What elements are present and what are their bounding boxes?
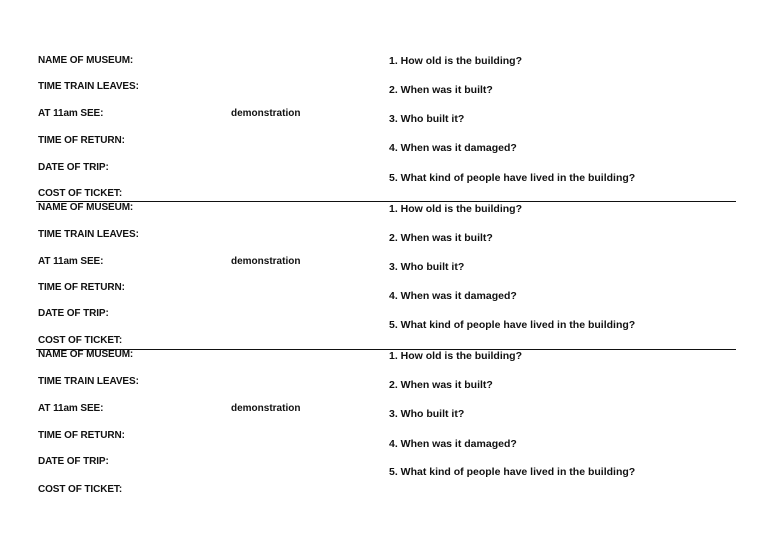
field-label-11am-see: AT 11am SEE: [38, 108, 104, 119]
field-label-ticket-cost: COST OF TICKET: [38, 188, 123, 199]
question-5: 5. What kind of people have lived in the building? [389, 319, 636, 331]
question-5: 5. What kind of people have lived in the building? [389, 172, 636, 184]
demonstration-note: demonstration [231, 403, 301, 414]
field-label-ticket-cost: COST OF TICKET: [38, 335, 123, 346]
field-label-museum-name: NAME OF MUSEUM: [38, 55, 134, 66]
section-divider-1 [36, 201, 736, 202]
field-label-11am-see: AT 11am SEE: [38, 403, 104, 414]
question-3: 3. Who built it? [389, 408, 465, 420]
field-label-trip-date: DATE OF TRIP: [38, 456, 109, 467]
field-label-trip-date: DATE OF TRIP: [38, 308, 109, 319]
question-4: 4. When was it damaged? [389, 142, 517, 154]
field-label-ticket-cost: COST OF TICKET: [38, 484, 123, 495]
field-label-museum-name: NAME OF MUSEUM: [38, 202, 134, 213]
question-2: 2. When was it built? [389, 232, 493, 244]
field-label-11am-see: AT 11am SEE: [38, 256, 104, 267]
field-label-return-time: TIME OF RETURN: [38, 135, 125, 146]
question-4: 4. When was it damaged? [389, 290, 517, 302]
demonstration-note: demonstration [231, 108, 301, 119]
field-label-train-time: TIME TRAIN LEAVES: [38, 81, 139, 92]
question-1: 1. How old is the building? [389, 55, 522, 67]
question-2: 2. When was it built? [389, 84, 493, 96]
section-divider-2 [36, 349, 736, 350]
question-3: 3. Who built it? [389, 113, 465, 125]
field-label-return-time: TIME OF RETURN: [38, 282, 125, 293]
field-label-trip-date: DATE OF TRIP: [38, 162, 109, 173]
question-5: 5. What kind of people have lived in the building? [389, 466, 636, 478]
field-label-museum-name: NAME OF MUSEUM: [38, 349, 134, 360]
question-2: 2. When was it built? [389, 379, 493, 391]
question-3: 3. Who built it? [389, 261, 465, 273]
demonstration-note: demonstration [231, 256, 301, 267]
field-label-return-time: TIME OF RETURN: [38, 430, 125, 441]
question-1: 1. How old is the building? [389, 350, 522, 362]
question-4: 4. When was it damaged? [389, 438, 517, 450]
question-1: 1. How old is the building? [389, 203, 522, 215]
field-label-train-time: TIME TRAIN LEAVES: [38, 376, 139, 387]
field-label-train-time: TIME TRAIN LEAVES: [38, 229, 139, 240]
